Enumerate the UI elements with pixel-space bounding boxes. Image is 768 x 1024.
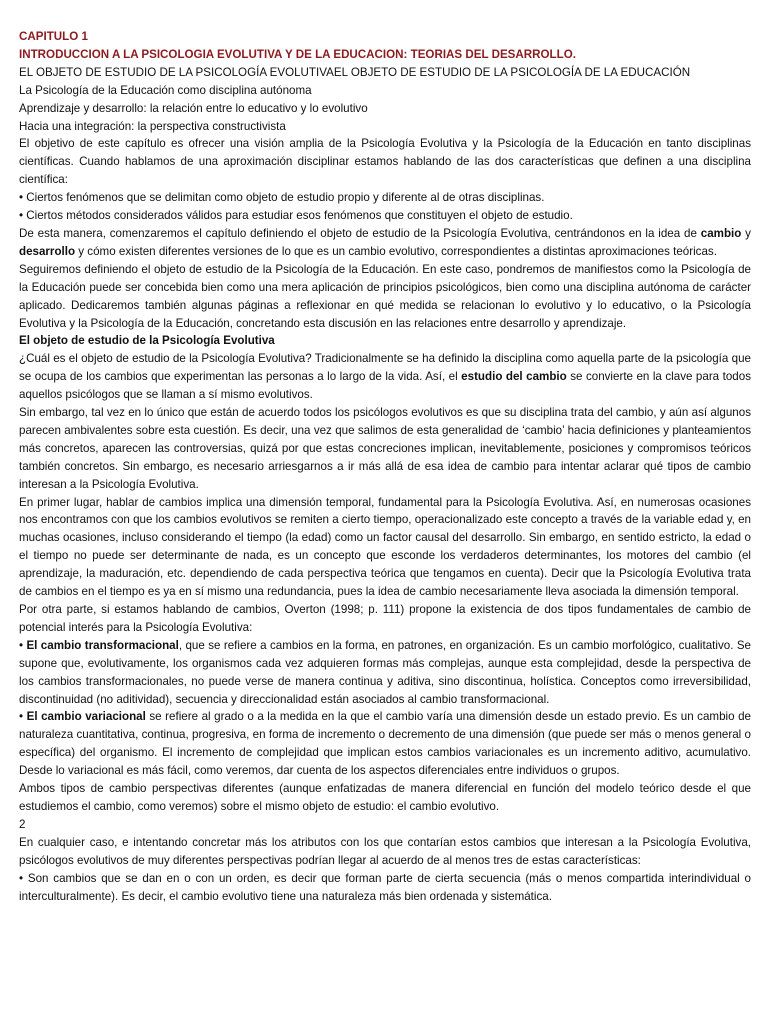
paragraph-overton: Por otra parte, si estamos hablando de cambios, Overton (1998; p. 111) propone la existencia de dos tipos fundamentales de cambio de potencial interés para la Psicología Evolutiva: xyxy=(19,603,751,634)
chapter-title: INTRODUCCION A LA PSICOLOGIA EVOLUTIVA Y DE LA EDUCACION: TEORIAS DEL DESARROLLO. xyxy=(19,47,576,61)
paragraph-both-types: Ambos tipos de cambio perspectivas diferentes (aunque enfatizadas de manera diferencial en función del modelo teórico desde el que estudiemos el cambio, como veremos) sobre el mismo objeto de estudio: el cambio evolutivo. xyxy=(19,782,751,813)
bullet-order: • Son cambios que se dan en o con un orden, es decir que forman parte de cierta secuencia (más o menos compartida interindividual o interculturalmente). Es decir, el cambio evolutivo tiene una naturaleza más bien ordenada y sistemática. xyxy=(19,871,751,903)
paragraph-temporal-dimension: En primer lugar, hablar de cambios implica una dimensión temporal, fundamental para la Psicología Evolutiva. Así, en numerosas ocasiones nos encontramos con que los cambios evolutivos se remiten a cierto tiempo, operacionalizado este concepto a través de la variable edad y, en muchas ocasiones, incluso considerando el tiempo (la edad) como un factor causal del desarrollo. Sin embargo, en sentido estricto, la edad o el tiempo no puede ser determinante de nada, es un concepto que esconde los verdaderos determinantes, los motores del cambio (el aprendizaje, la maduración, etc. dependiendo de cada perspectiva teórica que tengamos en cuenta). Decir que la Psicología Evolutiva trata de cambios en el tiempo es ya en sí mismo una redundancia, pues la idea de cambio necesariamente lleva asociada la dimensión temporal. xyxy=(19,495,751,599)
page-bottom-fade xyxy=(0,980,768,1024)
paragraph-controversies: Sin embargo, tal vez en lo único que están de acuerdo todos los psicólogos evolutivos es que su disciplina trata del cambio, y aún así algunos parecen ambivalentes sobre esta cuestión. Es decir, una vez que salimos de esta generalidad de ‘cambio’ hacia definiciones y planteamientos más concretos, aparecen las controversias, quizá por que estas concreciones implican, inevitablemente, posiciones y compromisos teóricos también concretos. Sin embargo, es necesario arriesgarnos a ir más allá de esa idea de cambio para intentar aclarar qué tipos de cambio interesan a la Psicología Evolutiva. xyxy=(19,406,751,491)
paragraph-chapter-plan: De esta manera, comenzaremos el capítulo definiendo el objeto de estudio de la Psicología Evolutiva, centrándonos en la idea de cambio y desarrollo y cómo existen diferentes versiones de lo que es un cambio evolutivo, correspondientes a distintas aproximaciones teóricas. xyxy=(19,226,751,258)
section-heading: El objeto de estudio de la Psicología Evolutiva xyxy=(19,334,275,348)
bullet-methods: • Ciertos métodos considerados válidos para estudiar esos fenómenos que constituyen el objeto de estudio. xyxy=(19,209,573,223)
term-transformational: El cambio transformacional xyxy=(26,638,179,652)
bullet-transformational: • El cambio transformacional, que se refiere a cambios en la forma, en patrones, en organización. Es un cambio morfológico, cualitativo. Se supone que, evolutivamente, los organismos cada vez adquieren formas más complejas, aunque esta complejidad, desde la perspectiva de los cambios transformacionales, no puede verse de manera continua y aditiva, sino discontinua, holística. Conceptos como irreversibilidad, discontinuidad (no aditividad), secuencia y direccionalidad están asociados al cambio transformacional. xyxy=(19,638,751,706)
toc-line-2: La Psicología de la Educación como disciplina autónoma xyxy=(19,83,312,97)
term-variational: El cambio variacional xyxy=(26,710,146,724)
paragraph-attributes: En cualquier caso, e intentando concretar más los atributos con los que contarían estos cambios que interesan a la Psicología Evolutiva, psicólogos evolutivos de muy diferentes perspectivas podrían llegar al acuerdo de al menos tres de estas características: xyxy=(19,835,751,867)
paragraph-educational-psychology: Seguiremos definiendo el objeto de estudio de la Psicología de la Educación. En este caso, pondremos de manifiestos como la Psicología de la Educación puede ser concebida bien como una mera aplicación de principios psicológicos, bien como una disciplina autónoma de carácter aplicado. Dedicaremos también algunas páginas a reflexionar en qué medida se relacionan lo evolutivo y lo educativo, o la Psicología Evolutiva y la Psicología de la Educación, concretando esta discusión en las relaciones entre desarrollo y aprendizaje. xyxy=(19,262,751,330)
bullet-variational: • El cambio variacional se refiere al grado o a la medida en la que el cambio varía una dimensión desde un estado previo. Es un cambio de naturaleza cuantitativa, continua, progresiva, en forma de incremento o decremento de una dimensión (que puede ser más o menos general o específica) del organismo. El incremento de complejidad que implican estos cambios variacionales es un incremento aditivo, acumulativo. Desde lo variacional es más fácil, como veremos, dar cuenta de los aspectos diferenciales entre individuos o grupos. xyxy=(19,710,751,778)
toc-line-1: EL OBJETO DE ESTUDIO DE LA PSICOLOGÍA EVOLUTIVAEL OBJETO DE ESTUDIO DE LA PSICOLOGÍA DE LA EDUCACIÓN xyxy=(19,65,691,79)
toc-line-4: Hacia una integración: la perspectiva constructivista xyxy=(19,119,286,133)
term-cambio: cambio xyxy=(700,226,742,240)
chapter-label: CAPITULO 1 xyxy=(19,30,88,43)
term-estudio-del-cambio: estudio del cambio xyxy=(461,370,567,384)
toc-line-3: Aprendizaje y desarrollo: la relación entre lo educativo y lo evolutivo xyxy=(19,101,368,115)
page-number: 2 xyxy=(19,817,26,831)
paragraph-objective: El objetivo de este capítulo es ofrecer una visión amplia de la Psicología Evolutiva y la Psicología de la Educación en tanto disciplinas científicas. Cuando hablamos de una aproximación disciplinar estamos hablando de las dos características que definen a una disciplina científica: xyxy=(19,137,751,187)
paragraph-object-question: ¿Cuál es el objeto de estudio de la Psicología Evolutiva? Tradicionalmente se ha definido la disciplina como aquella parte de la psicología que se ocupa de los cambios que experimentan las personas a lo largo de la vida. Así, el estudio del cambio se convierte en la clave para todos aquellos psicólogos que se llaman a sí mismo evolutivos. xyxy=(19,352,751,402)
bullet-phenomena: • Ciertos fenómenos que se delimitan como objeto de estudio propio y diferente al de otras disciplinas. xyxy=(19,191,545,205)
term-desarrollo: desarrollo xyxy=(19,244,76,258)
